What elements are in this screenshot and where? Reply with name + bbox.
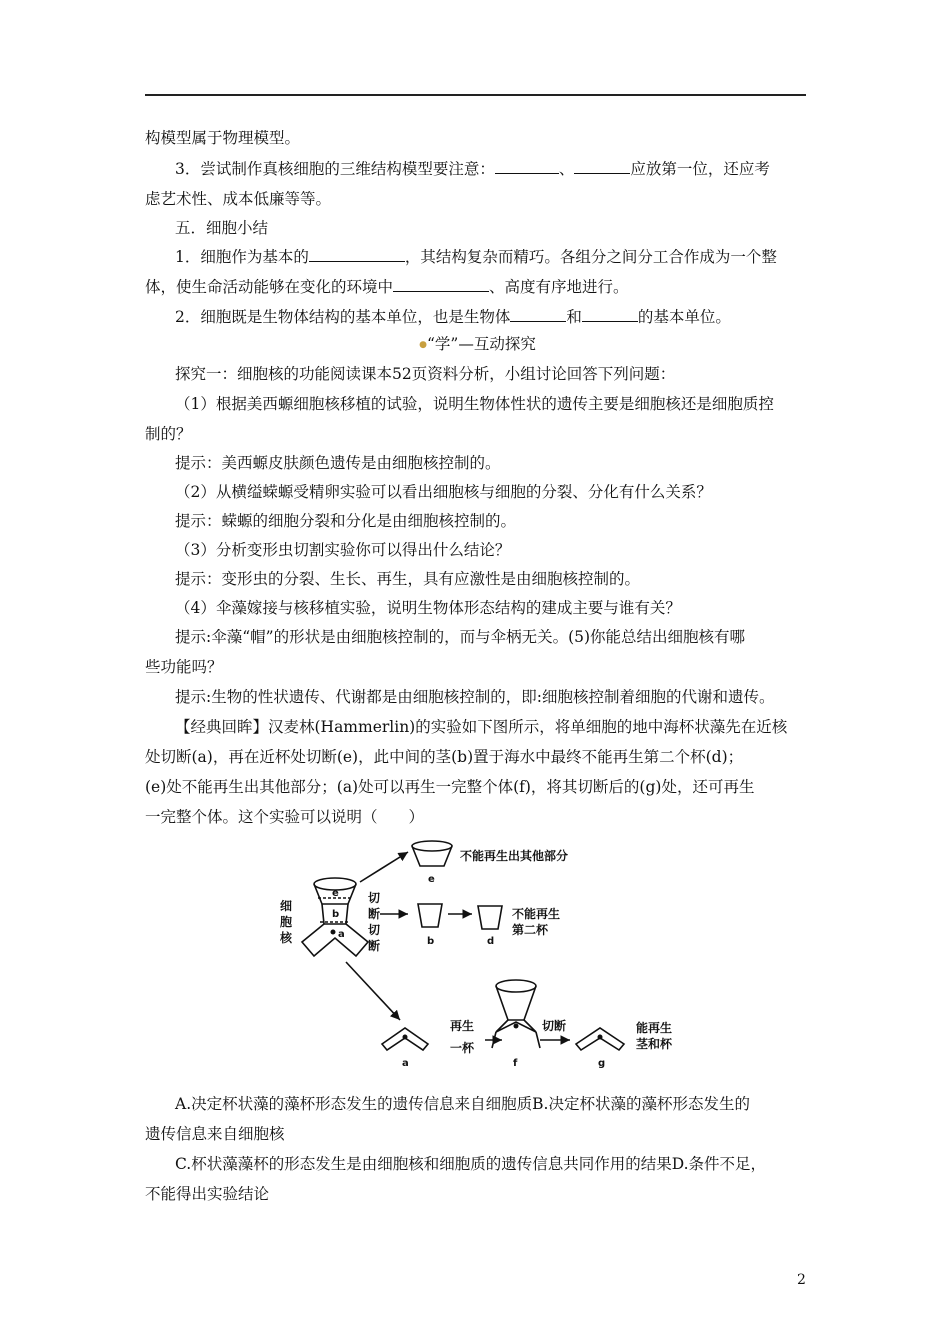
answer-option-line: 遗传信息来自细胞核 — [145, 1125, 285, 1143]
hint-line: 提示：变形虫的分裂、生长、再生，具有应激性是由细胞核控制的。 — [175, 570, 641, 588]
label-regen-2: 一杯 — [450, 1041, 475, 1055]
text-line-fill-in: 体，使生命活动能够在变化的环境中 、高度有序地进行。 — [145, 278, 629, 296]
stalk-b — [418, 904, 442, 927]
section-heading: 五．细胞小结 — [175, 219, 269, 237]
letter-a-main: a — [338, 929, 345, 940]
label-cut-bottom-2: 断 — [368, 939, 381, 953]
label-nucleus-1: 细 — [280, 899, 293, 913]
experiment-diagram — [280, 832, 700, 1082]
text-line: (e)处不能再生出其他部分；(a)处可以再生一完整个体(f)，将其切断后的(g)处，还可再生 — [145, 778, 755, 796]
question-line: 制的？ — [145, 425, 192, 443]
text-line: 探究一：细胞核的功能阅读课本52页资料分析，小组讨论回答下列问题： — [175, 365, 676, 383]
answer-option-line: A.决定杯状藻的藻杯形态发生的遗传信息来自细胞质B.决定杯状藻的藻杯形态发生的 — [175, 1095, 750, 1113]
letter-b-main: b — [332, 909, 340, 920]
answer-blank — [574, 159, 630, 174]
letter-e: e — [428, 874, 435, 885]
hammerling-experiment-figure — [280, 832, 700, 1082]
text-line: 一完整个体。这个实验可以说明（ ） — [145, 808, 425, 826]
text-line-fill-in: 3．尝试制作真核细胞的三维结构模型要注意： 、 应放第一位，还应考 — [175, 160, 770, 178]
letter-d: d — [487, 936, 495, 947]
question-line: （3）分析变形虫切割实验你可以得出什么结论？ — [175, 541, 511, 559]
dot-mark: ● — [419, 340, 427, 350]
label-cut-right: 切断 — [542, 1019, 567, 1033]
cup-e — [412, 841, 452, 851]
question-line: （4）伞藻嫁接与核移植实验，说明生物体形态结构的建成主要与谁有关？ — [175, 599, 681, 617]
question-line: 些功能吗？ — [145, 658, 223, 676]
label-e-result: 不能再生出其他部分 — [460, 849, 569, 863]
header-rule — [145, 94, 806, 96]
hint-line: 提示:伞藻“帽”的形状是由细胞核控制的，而与伞柄无关。(5)你能总结出细胞核有哪 — [175, 628, 746, 646]
text-line-fill-in: 1．细胞作为基本的 ，其结构复杂而精巧。各组分之间分工合作成为一个整 — [175, 248, 777, 266]
letter-g: g — [598, 1058, 606, 1069]
question-line: （2）从横缢蝾螈受精卵实验可以看出细胞核与细胞的分裂、分化有什么关系？ — [175, 483, 712, 501]
answer-blank — [582, 307, 638, 322]
hint-line: 提示：美西螈皮肤颜色遗传是由细胞核控制的。 — [175, 454, 501, 472]
label-regen-1: 再生 — [450, 1019, 475, 1033]
label-d-result-1: 不能再生 — [512, 907, 561, 921]
letter-b: b — [427, 936, 435, 947]
label-cut-top-1: 切 — [368, 891, 381, 905]
letter-a: a — [402, 1058, 409, 1069]
label-g-result-2: 茎和杯 — [636, 1037, 673, 1051]
text-line: 处切断(a)，再在近杯处切断(e)，此中间的茎(b)置于海水中最终不能再生第二个杯(d)； — [145, 748, 744, 766]
label-nucleus-2: 胞 — [280, 915, 293, 929]
hint-line: 提示:生物的性状遗传、代谢都是由细胞核控制的，即:细胞核控制着细胞的代谢和遗传。 — [175, 688, 775, 706]
text-line: 构模型属于物理模型。 — [145, 129, 301, 147]
label-d-result-2: 第二杯 — [512, 923, 549, 937]
label-g-result-1: 能再生 — [636, 1021, 673, 1035]
label-cut-bottom-1: 切 — [368, 923, 381, 937]
answer-blank — [495, 159, 559, 174]
arrow-to-e — [360, 852, 408, 882]
subsection-title: ●“学”—互动探究 — [419, 335, 536, 353]
label-cut-top-2: 断 — [368, 907, 381, 921]
cup-f — [496, 980, 536, 992]
answer-blank — [309, 247, 405, 262]
text-line: 【经典回眸】汉麦林(Hammerlin)的实验如下图所示，将单细胞的地中海杯状藻先在近核 — [175, 718, 788, 736]
letter-e-main: e — [332, 888, 339, 899]
answer-option-line: C.杯状藻藻杯的形态发生是由细胞核和细胞质的遗传信息共同作用的结果D.条件不足， — [175, 1155, 767, 1173]
answer-blank — [393, 277, 489, 292]
question-line: （1）根据美西螈细胞核移植的试验，说明生物体性状的遗传主要是细胞核还是细胞质控 — [175, 395, 774, 413]
page-number: 2 — [797, 1272, 806, 1288]
label-nucleus-3: 核 — [280, 931, 293, 945]
hint-line: 提示：蝾螈的细胞分裂和分化是由细胞核控制的。 — [175, 512, 517, 530]
text-line: 虑艺术性、成本低廉等等。 — [145, 190, 332, 208]
stalk-d — [478, 906, 502, 929]
answer-option-line: 不能得出实验结论 — [145, 1185, 270, 1203]
arrow-to-a — [346, 962, 400, 1020]
answer-blank — [510, 307, 566, 322]
letter-f: f — [513, 1058, 518, 1069]
text-line-fill-in: 2．细胞既是生物体结构的基本单位，也是生物体 和 的基本单位。 — [175, 308, 731, 326]
